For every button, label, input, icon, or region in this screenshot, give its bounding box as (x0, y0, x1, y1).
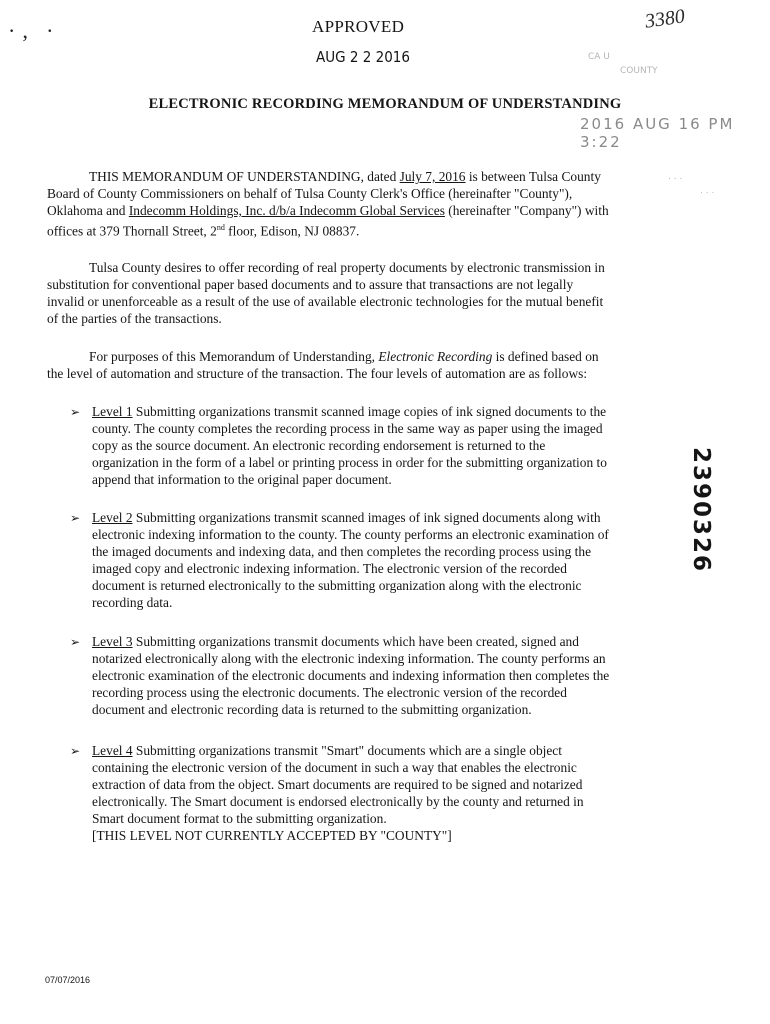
level-label: Level 3 (92, 634, 133, 649)
level-line: containing the electronic version of the document in such a way that enables the electronic (92, 760, 577, 775)
level-item (70, 633, 690, 718)
company-name: Indecomm Holdings, Inc. d/b/a Indecomm Global Services (128, 203, 445, 218)
intro-line-4: offices at 379 Thornall Street, 2nd floor, Edison, NJ 08837. (47, 223, 360, 239)
definition-paragraph (47, 348, 687, 382)
level-label: Level 4 (92, 743, 133, 758)
level-line: Level 4 Submitting organizations transmit "Smart" documents which are a single object (92, 743, 562, 758)
purpose-line: substitution for conventional paper based documents and to assure that transactions are not legally (47, 277, 574, 292)
defined-term: Electronic Recording (378, 349, 493, 364)
margin-mark-1: . . . (668, 172, 683, 182)
level-line: Level 1 Submitting organizations transmit scanned image copies of ink signed documents to the (92, 404, 607, 419)
level-line: recording process using the electronic documents. The electronic version of the recorded (92, 685, 567, 700)
level-line: extraction of data from the object. Smart documents are required to be signed and notarized (92, 777, 583, 792)
level-label: Level 2 (92, 510, 133, 525)
level-line: copy as the source document. An electronic recording endorsement is returned to the (92, 438, 546, 453)
faint-stamp-text-1: CA U (588, 52, 610, 62)
intro-line-3: Oklahoma and Indecomm Holdings, Inc. d/b/a Indecomm Global Services (hereinafter "Company") with (47, 203, 609, 218)
level-line: recording data. (92, 595, 173, 610)
approved-stamp: APPROVED (312, 17, 405, 36)
definition-line-1: For purposes of this Memorandum of Understanding, Electronic Recording is defined based on (89, 349, 599, 364)
purpose-paragraph (47, 259, 687, 327)
level-item (70, 742, 690, 844)
bullet-arrow-icon: ➢ (70, 744, 81, 758)
level-item (70, 403, 690, 488)
purpose-line: invalid or unenforceable as a result of the use of available electronic technologies for the mutual benefit (47, 294, 604, 309)
bullet-arrow-icon: ➢ (70, 511, 81, 525)
bullet-arrow-icon: ➢ (70, 405, 81, 419)
level-line: organization in the form of a label or printing process in order for the submitting organization to (92, 455, 607, 470)
level-line: document and electronic recording data is returned to the submitting organization. (92, 702, 532, 717)
faint-stamp-text-2: COUNTY (620, 66, 658, 76)
level-line: Level 2 Submitting organizations transmit scanned images of ink signed documents along with (92, 510, 601, 525)
level-line: imaged copy and electronic indexing information. The electronic version of the recorded (92, 561, 567, 576)
purpose-line: of the parties of the transactions. (47, 311, 222, 326)
margin-mark-2: . . . (700, 186, 715, 196)
filing-time-stamp: 2016 AUG 16 PM 3:22 (580, 115, 735, 151)
intro-paragraph (47, 168, 687, 239)
level-line: append that information to the original paper document. (92, 472, 392, 487)
level-line: county. The county completes the recording process in the same way as paper using the imaged (92, 421, 603, 436)
intro-line-1: THIS MEMORANDUM OF UNDERSTANDING, dated July 7, 2016 is between Tulsa County (89, 169, 601, 184)
level-line: notarized electronically along with the electronic indexing information. The county performs an (92, 651, 606, 666)
level-line: Smart document format to the submitting organization. (92, 811, 387, 826)
handwritten-number: 3380 (643, 5, 687, 33)
bullet-arrow-icon: ➢ (70, 635, 81, 649)
intro-line-2: Board of County Commissioners on behalf of Tulsa County Clerk's Office (hereinafter "County"), (47, 186, 573, 201)
document-number: 2390326 (688, 447, 714, 574)
level-line: [THIS LEVEL NOT CURRENTLY ACCEPTED BY "COUNTY"] (92, 828, 452, 843)
level-line: electronic examination of the electronic documents and indexing information then completes the (92, 668, 610, 683)
scan-specks: ·‚ · (8, 18, 60, 43)
level-line: electronically. The Smart document is endorsed electronically by the county and returned in (92, 794, 584, 809)
purpose-line: Tulsa County desires to offer recording of real property documents by electronic transmission in (89, 260, 605, 275)
level-label: Level 1 (92, 404, 133, 419)
definition-line-2: the level of automation and structure of the transaction. The four levels of automation are as follows: (47, 366, 588, 381)
level-line: Level 3 Submitting organizations transmit documents which have been created, signed and (92, 634, 579, 649)
level-line: the imaged documents and indexing data, and then completes the recording process using the (92, 544, 592, 559)
document-title: ELECTRONIC RECORDING MEMORANDUM OF UNDERSTANDING (148, 96, 622, 112)
level-line: electronic indexing information to the county. The county performs an electronic examination of (92, 527, 609, 542)
level-item (70, 509, 690, 611)
level-line: document is returned electronically to the submitting organization along with the electronic (92, 578, 582, 593)
footer-date: 07/07/2016 (45, 975, 91, 985)
agreement-date: July 7, 2016 (399, 169, 466, 184)
approved-date-stamp: AUG 2 2 2016 (316, 48, 410, 66)
